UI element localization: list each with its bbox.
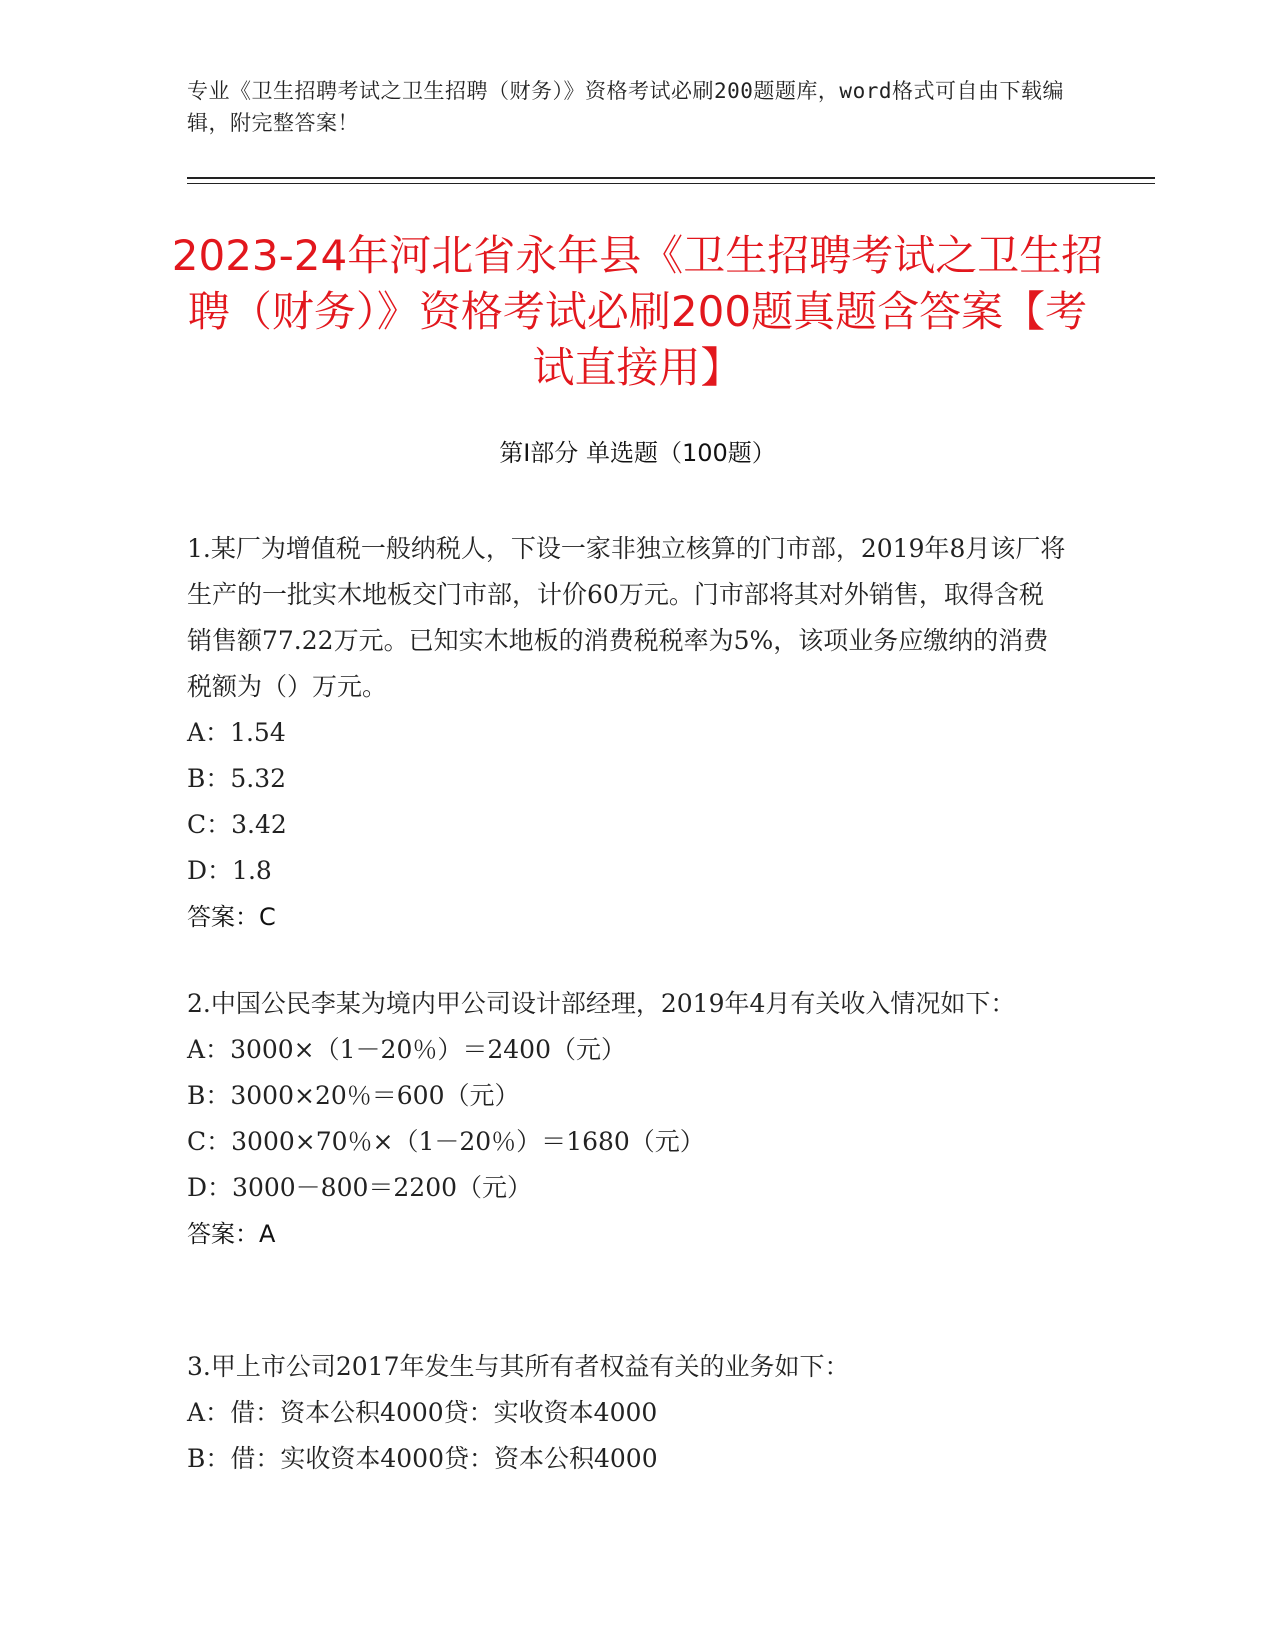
- option-key: A：: [187, 1398, 231, 1427]
- option-b: [187, 1073, 1067, 1119]
- option-text: 3000－800＝2200（元）: [232, 1173, 533, 1202]
- option-text: 1.8: [232, 856, 272, 885]
- option-text: 借：实收资本4000贷：资本公积4000: [230, 1444, 658, 1473]
- option-list: [187, 710, 1067, 894]
- section-heading: 第Ⅰ部分 单选题（100题）: [499, 439, 776, 467]
- header-note: 专业《卫生招聘考试之卫生招聘（财务）》资格考试必刷200题题库，word格式可自由下载编辑，附完整答案！: [187, 79, 1064, 135]
- document-title: 2023-24年河北省永年县《卫生招聘考试之卫生招聘（财务）》资格考试必刷200题真题含答案【考试直接用】: [171, 231, 1104, 392]
- option-key: D：: [187, 1173, 233, 1202]
- question-2: [187, 981, 1067, 1257]
- question-1: [187, 526, 1067, 940]
- answer-line: 答案：A: [187, 1220, 276, 1248]
- question-stem: 1.某厂为增值税一般纳税人，下设一家非独立核算的门市部，2019年8月该厂将生产的一批实木地板交门市部，计价60万元。门市部将其对外销售，取得含税销售额77.22万元。已知实木地板的消费税税率为5%，该项业务应缴纳的消费税额为（）万元。: [187, 534, 1066, 701]
- option-text: 借：资本公积4000贷：实收资本4000: [230, 1398, 658, 1427]
- option-list: [187, 1390, 1067, 1482]
- option-b: [187, 1436, 1067, 1482]
- question-stem: 2.中国公民李某为境内甲公司设计部经理，2019年4月有关收入情况如下：: [187, 989, 1016, 1018]
- option-d: [187, 1165, 1067, 1211]
- option-list: [187, 1027, 1067, 1211]
- answer-line: 答案：C: [187, 903, 276, 931]
- option-text: 3000×（1－20％）＝2400（元）: [230, 1035, 626, 1064]
- option-a: [187, 1027, 1067, 1073]
- option-c: [187, 1119, 1067, 1165]
- option-text: 3000×70％×（1－20％）＝1680（元）: [231, 1127, 705, 1156]
- option-a: [187, 710, 1067, 756]
- header-divider: [187, 177, 1155, 179]
- option-key: A：: [187, 718, 231, 747]
- option-c: [187, 802, 1067, 848]
- option-text: 3000×20％＝600（元）: [230, 1081, 520, 1110]
- option-text: 5.32: [230, 764, 287, 793]
- header-divider-thin: [187, 183, 1155, 184]
- option-key: C：: [187, 1127, 232, 1156]
- option-key: B：: [187, 764, 231, 793]
- option-key: B：: [187, 1444, 231, 1473]
- option-key: D：: [187, 856, 233, 885]
- option-d: [187, 848, 1067, 894]
- question-stem: 3.甲上市公司2017年发生与其所有者权益有关的业务如下：: [187, 1352, 850, 1381]
- option-text: 3.42: [231, 810, 287, 839]
- option-key: C：: [187, 810, 232, 839]
- option-key: A：: [187, 1035, 231, 1064]
- option-a: [187, 1390, 1067, 1436]
- option-text: 1.54: [230, 718, 286, 747]
- option-key: B：: [187, 1081, 231, 1110]
- option-b: [187, 756, 1067, 802]
- question-3: [187, 1344, 1067, 1482]
